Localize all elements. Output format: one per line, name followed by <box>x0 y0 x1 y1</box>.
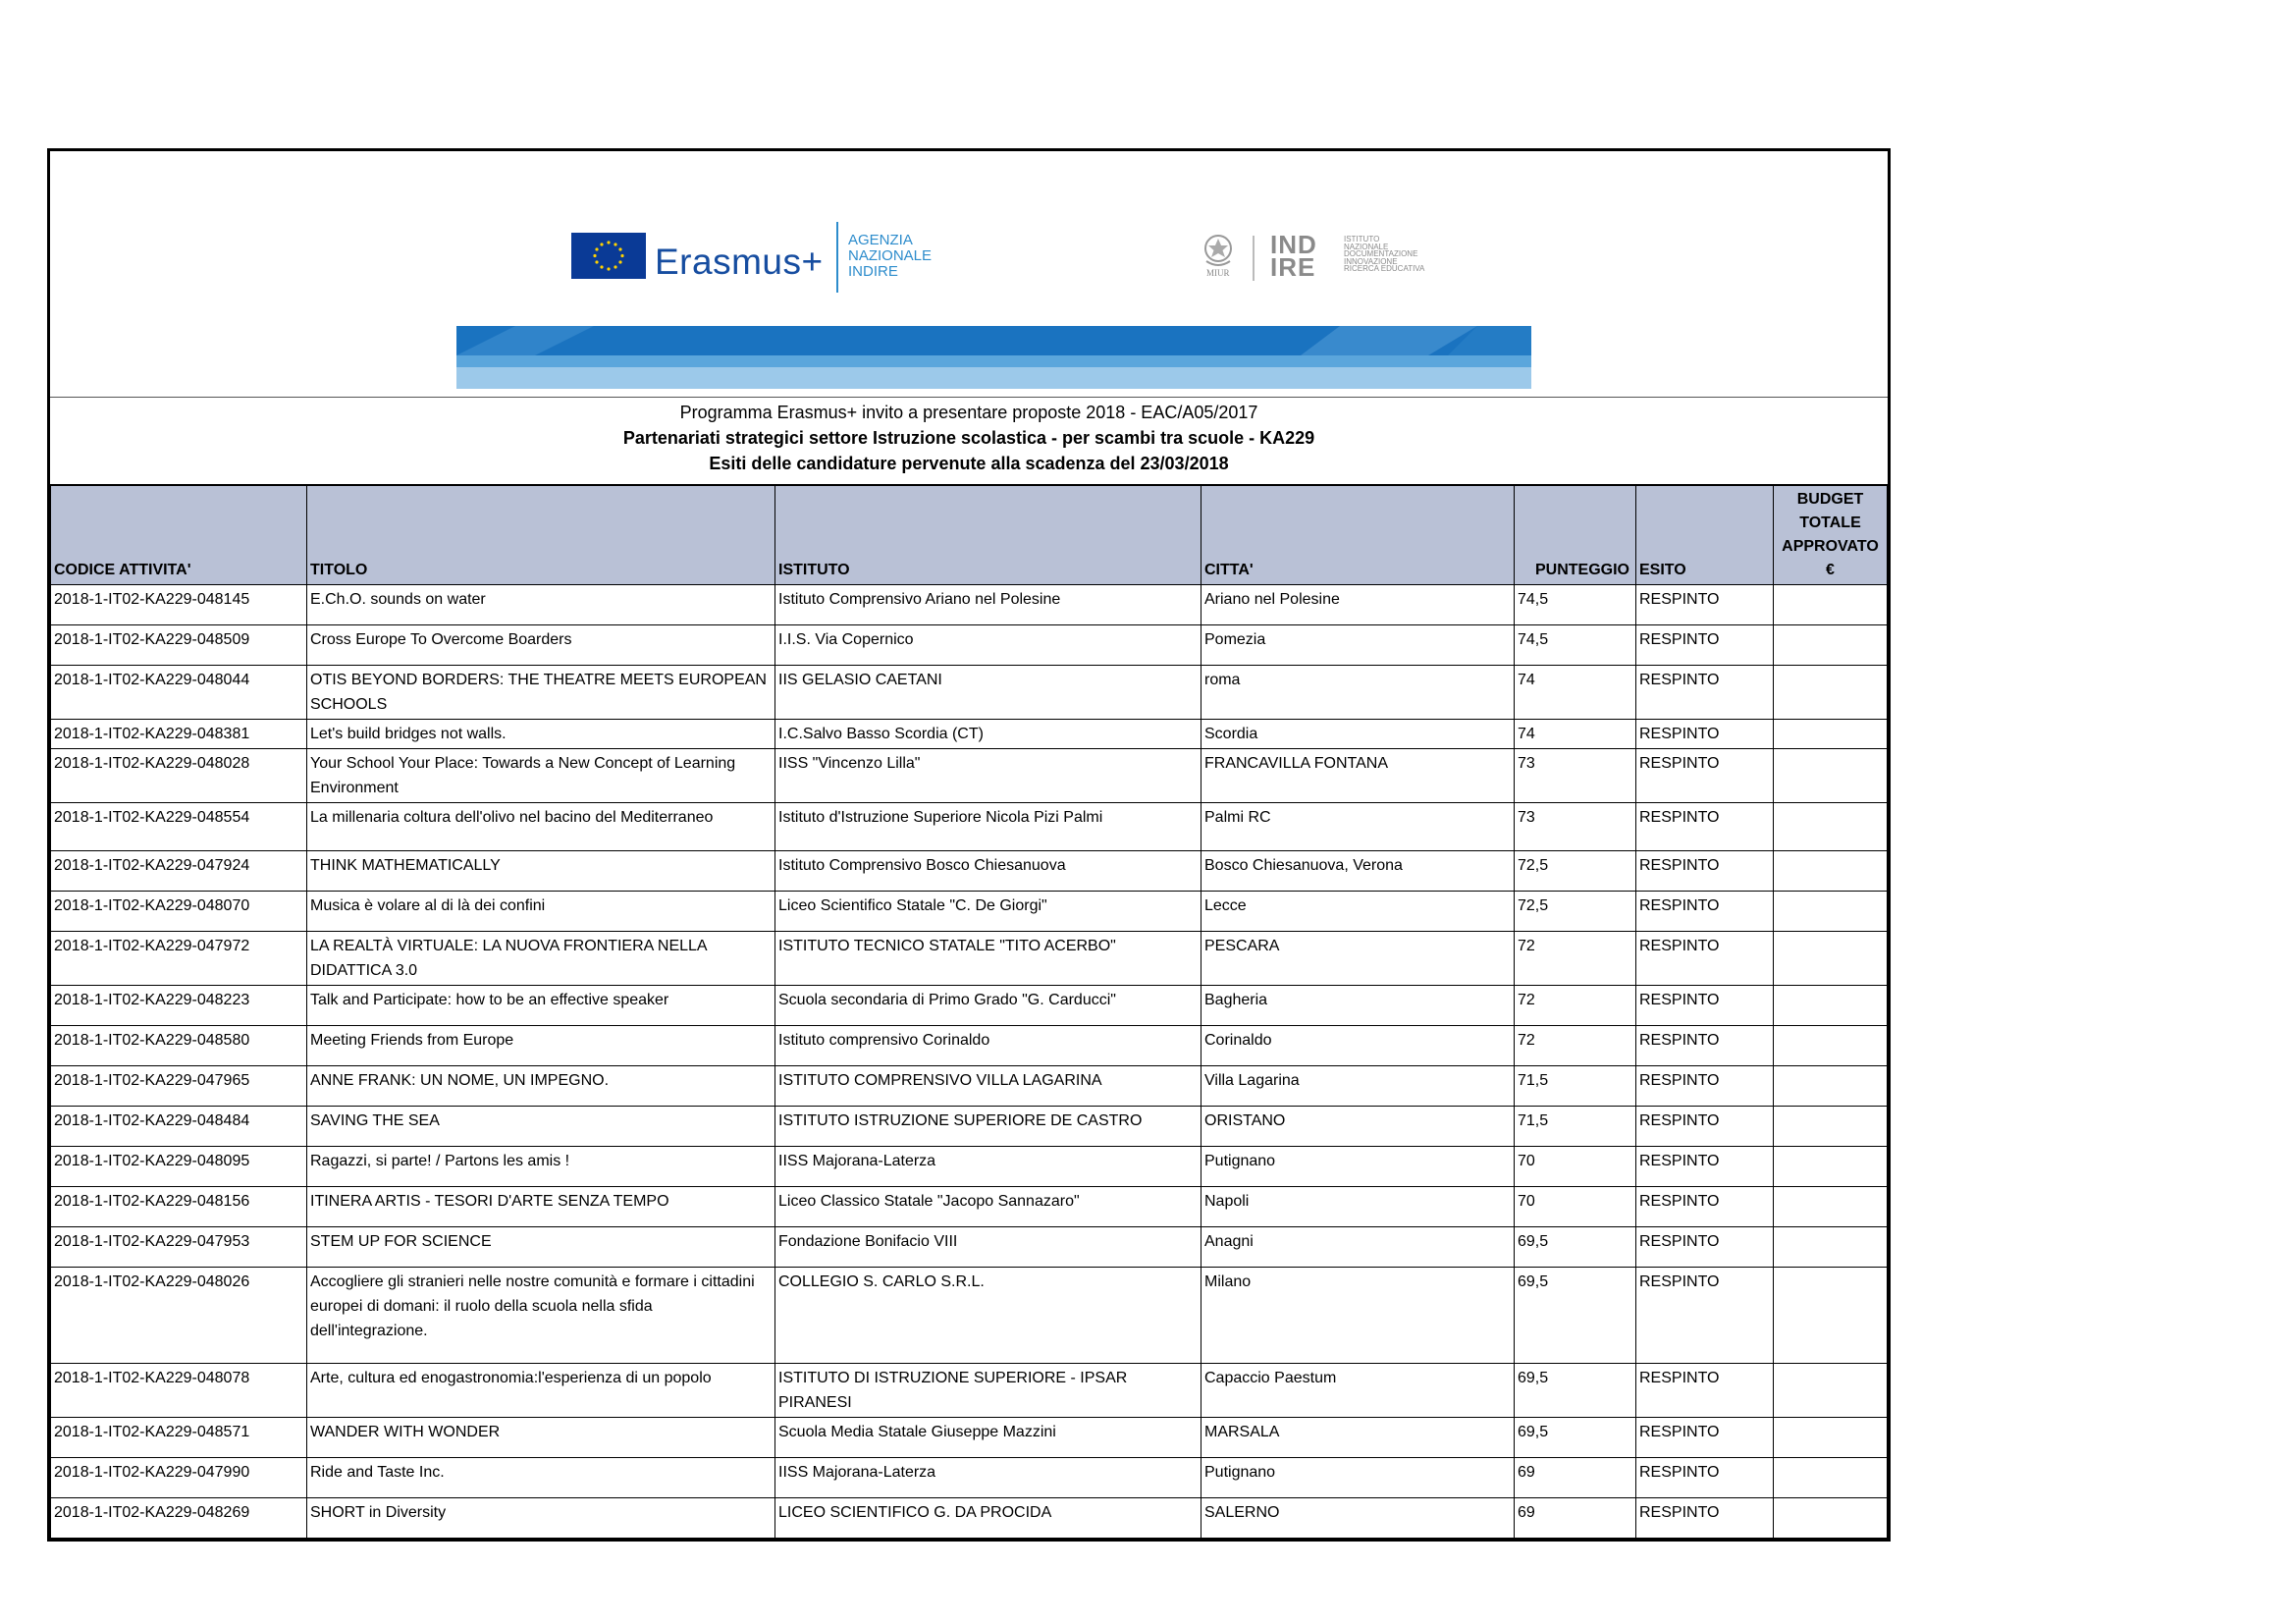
cell-citta: Bosco Chiesanuova, Verona <box>1201 851 1515 892</box>
table-row <box>51 1364 1888 1418</box>
cell-codice: 2018-1-IT02-KA229-048554 <box>51 803 307 851</box>
cell-citta: Palmi RC <box>1201 803 1515 851</box>
cell-istituto: I.C.Salvo Basso Scordia (CT) <box>775 720 1201 749</box>
indire-sub-line: ISTITUTO <box>1344 235 1380 244</box>
cell-codice: 2018-1-IT02-KA229-048044 <box>51 666 307 720</box>
cell-punteggio: 71,5 <box>1515 1066 1636 1107</box>
logo-divider <box>836 222 838 293</box>
cell-istituto: IISS Majorana-Laterza <box>775 1147 1201 1187</box>
cell-budget <box>1774 1418 1888 1458</box>
cell-citta: Napoli <box>1201 1187 1515 1227</box>
header-istituto: ISTITUTO <box>775 486 1201 585</box>
cell-punteggio: 72,5 <box>1515 851 1636 892</box>
cell-punteggio: 73 <box>1515 803 1636 851</box>
table-row <box>51 1066 1888 1107</box>
cell-istituto: Liceo Classico Statale "Jacopo Sannazaro" <box>775 1187 1201 1227</box>
indire-logo-line: IND <box>1270 230 1317 259</box>
cell-istituto: IIS GELASIO CAETANI <box>775 666 1201 720</box>
cell-punteggio: 70 <box>1515 1187 1636 1227</box>
cell-budget <box>1774 720 1888 749</box>
cell-punteggio: 69,5 <box>1515 1227 1636 1268</box>
cell-codice: 2018-1-IT02-KA229-048078 <box>51 1364 307 1418</box>
cell-budget <box>1774 1227 1888 1268</box>
cell-citta: Pomezia <box>1201 625 1515 666</box>
cell-esito: RESPINTO <box>1636 666 1774 720</box>
cell-esito: RESPINTO <box>1636 1227 1774 1268</box>
miur-label: MIUR <box>1206 268 1230 278</box>
cell-citta: Villa Lagarina <box>1201 1066 1515 1107</box>
cell-citta: Capaccio Paestum <box>1201 1364 1515 1418</box>
cell-istituto: ISTITUTO COMPRENSIVO VILLA LAGARINA <box>775 1066 1201 1107</box>
cell-titolo: LA REALTÀ VIRTUALE: LA NUOVA FRONTIERA NELLA DIDATTICA 3.0 <box>307 932 775 986</box>
header-titolo: TITOLO <box>307 486 775 585</box>
cell-titolo: Meeting Friends from Europe <box>307 1026 775 1066</box>
cell-titolo: THINK MATHEMATICALLY <box>307 851 775 892</box>
cell-codice: 2018-1-IT02-KA229-048028 <box>51 749 307 803</box>
cell-titolo: ANNE FRANK: UN NOME, UN IMPEGNO. <box>307 1066 775 1107</box>
cell-esito: RESPINTO <box>1636 986 1774 1026</box>
cell-esito: RESPINTO <box>1636 1026 1774 1066</box>
cell-istituto: COLLEGIO S. CARLO S.R.L. <box>775 1268 1201 1364</box>
table-row <box>51 625 1888 666</box>
cell-esito: RESPINTO <box>1636 1458 1774 1498</box>
eu-stars-icon <box>571 233 646 279</box>
cell-budget <box>1774 803 1888 851</box>
cell-codice: 2018-1-IT02-KA229-048571 <box>51 1418 307 1458</box>
cell-esito: RESPINTO <box>1636 932 1774 986</box>
cell-istituto: ISTITUTO DI ISTRUZIONE SUPERIORE - IPSAR PIRANESI <box>775 1364 1201 1418</box>
table-row <box>51 803 1888 851</box>
cell-titolo: La millenaria coltura dell'olivo nel bacino del Mediterraneo <box>307 803 775 851</box>
cell-titolo: Cross Europe To Overcome Boarders <box>307 625 775 666</box>
cell-istituto: Istituto d'Istruzione Superiore Nicola Pizi Palmi <box>775 803 1201 851</box>
header-row <box>51 486 1888 585</box>
table-row <box>51 851 1888 892</box>
cell-esito: RESPINTO <box>1636 1498 1774 1539</box>
header-citta: CITTA' <box>1201 486 1515 585</box>
cell-titolo: STEM UP FOR SCIENCE <box>307 1227 775 1268</box>
cell-budget <box>1774 892 1888 932</box>
cell-punteggio: 69 <box>1515 1498 1636 1539</box>
header-budget: BUDGET TOTALE APPROVATO € <box>1774 486 1888 585</box>
agency-line: INDIRE <box>848 263 898 280</box>
cell-codice: 2018-1-IT02-KA229-048095 <box>51 1147 307 1187</box>
cell-budget <box>1774 666 1888 720</box>
cell-titolo: Accogliere gli stranieri nelle nostre comunità e formare i cittadini europei di domani: il ruolo della scuola nella sfida dell'integrazione. <box>307 1268 775 1364</box>
cell-esito: RESPINTO <box>1636 1147 1774 1187</box>
cell-titolo: SAVING THE SEA <box>307 1107 775 1147</box>
indire-sub-line: NAZIONALE <box>1344 242 1389 251</box>
table-row <box>51 986 1888 1026</box>
cell-punteggio: 69 <box>1515 1458 1636 1498</box>
cell-citta: Corinaldo <box>1201 1026 1515 1066</box>
cell-codice: 2018-1-IT02-KA229-048484 <box>51 1107 307 1147</box>
header-punteggio: PUNTEGGIO <box>1515 486 1636 585</box>
cell-titolo: Arte, cultura ed enogastronomia:l'esperienza di un popolo <box>307 1364 775 1418</box>
decorative-blue-band <box>456 326 1531 389</box>
cell-codice: 2018-1-IT02-KA229-048026 <box>51 1268 307 1364</box>
cell-istituto: Istituto Comprensivo Ariano nel Polesine <box>775 585 1201 625</box>
cell-istituto: ISTITUTO TECNICO STATALE "TITO ACERBO" <box>775 932 1201 986</box>
cell-esito: RESPINTO <box>1636 585 1774 625</box>
cell-citta: Milano <box>1201 1268 1515 1364</box>
cell-punteggio: 69,5 <box>1515 1364 1636 1418</box>
table-row <box>51 1147 1888 1187</box>
cell-istituto: ISTITUTO ISTRUZIONE SUPERIORE DE CASTRO <box>775 1107 1201 1147</box>
table-row <box>51 1227 1888 1268</box>
cell-esito: RESPINTO <box>1636 1107 1774 1147</box>
cell-esito: RESPINTO <box>1636 1364 1774 1418</box>
cell-punteggio: 74 <box>1515 720 1636 749</box>
cell-budget <box>1774 1066 1888 1107</box>
cell-titolo: Talk and Participate: how to be an effective speaker <box>307 986 775 1026</box>
table-body <box>51 585 1888 1539</box>
cell-titolo: Musica è volare al di là dei confini <box>307 892 775 932</box>
indire-logo-line: IRE <box>1270 252 1316 282</box>
cell-citta: roma <box>1201 666 1515 720</box>
cell-budget <box>1774 1187 1888 1227</box>
cell-codice: 2018-1-IT02-KA229-047924 <box>51 851 307 892</box>
table-row <box>51 1026 1888 1066</box>
cell-titolo: Let's build bridges not walls. <box>307 720 775 749</box>
cell-titolo: E.Ch.O. sounds on water <box>307 585 775 625</box>
table-row <box>51 1498 1888 1539</box>
cell-citta: Anagni <box>1201 1227 1515 1268</box>
cell-citta: MARSALA <box>1201 1418 1515 1458</box>
cell-codice: 2018-1-IT02-KA229-048070 <box>51 892 307 932</box>
indire-logo <box>1270 230 1317 282</box>
cell-titolo: Ragazzi, si parte! / Partons les amis ! <box>307 1147 775 1187</box>
cell-punteggio: 69,5 <box>1515 1268 1636 1364</box>
cell-punteggio: 71,5 <box>1515 1107 1636 1147</box>
cell-citta: Ariano nel Polesine <box>1201 585 1515 625</box>
cell-budget <box>1774 1268 1888 1364</box>
cell-esito: RESPINTO <box>1636 851 1774 892</box>
agency-line: AGENZIA <box>848 232 913 248</box>
indire-subtitle <box>1344 236 1424 273</box>
cell-codice: 2018-1-IT02-KA229-048223 <box>51 986 307 1026</box>
cell-esito: RESPINTO <box>1636 892 1774 932</box>
cell-budget <box>1774 1498 1888 1539</box>
erasmus-logo-text: Erasmus+ <box>655 242 824 282</box>
agency-label <box>848 233 932 280</box>
cell-esito: RESPINTO <box>1636 720 1774 749</box>
cell-istituto: Scuola secondaria di Primo Grado "G. Carducci" <box>775 986 1201 1026</box>
cell-punteggio: 74 <box>1515 666 1636 720</box>
cell-codice: 2018-1-IT02-KA229-048381 <box>51 720 307 749</box>
table-row <box>51 1458 1888 1498</box>
cell-punteggio: 72 <box>1515 986 1636 1026</box>
results-table <box>50 485 1888 1539</box>
indire-sub-line: DOCUMENTAZIONE <box>1344 249 1418 258</box>
table-row <box>51 1418 1888 1458</box>
cell-istituto: Scuola Media Statale Giuseppe Mazzini <box>775 1418 1201 1458</box>
cell-punteggio: 74,5 <box>1515 585 1636 625</box>
cell-codice: 2018-1-IT02-KA229-048580 <box>51 1026 307 1066</box>
table-row <box>51 585 1888 625</box>
cell-codice: 2018-1-IT02-KA229-047972 <box>51 932 307 986</box>
cell-budget <box>1774 1458 1888 1498</box>
cell-titolo: ITINERA ARTIS - TESORI D'ARTE SENZA TEMPO <box>307 1187 775 1227</box>
agency-line: NAZIONALE <box>848 247 933 264</box>
cell-istituto: IISS "Vincenzo Lilla" <box>775 749 1201 803</box>
cell-budget <box>1774 932 1888 986</box>
cell-esito: RESPINTO <box>1636 1418 1774 1458</box>
programme-title: Programma Erasmus+ invito a presentare proposte 2018 - EAC/A05/2017 <box>679 403 1258 422</box>
cell-punteggio: 74,5 <box>1515 625 1636 666</box>
table-row <box>51 1187 1888 1227</box>
cell-citta: Scordia <box>1201 720 1515 749</box>
header-esito: ESITO <box>1636 486 1774 585</box>
cell-citta: ORISTANO <box>1201 1107 1515 1147</box>
eu-flag-icon <box>571 233 646 279</box>
cell-citta: FRANCAVILLA FONTANA <box>1201 749 1515 803</box>
cell-codice: 2018-1-IT02-KA229-048509 <box>51 625 307 666</box>
cell-punteggio: 72 <box>1515 932 1636 986</box>
cell-citta: SALERNO <box>1201 1498 1515 1539</box>
cell-budget <box>1774 1147 1888 1187</box>
table-row <box>51 1268 1888 1364</box>
cell-codice: 2018-1-IT02-KA229-047965 <box>51 1066 307 1107</box>
table-row <box>51 1107 1888 1147</box>
cell-budget <box>1774 1107 1888 1147</box>
cell-citta: Putignano <box>1201 1147 1515 1187</box>
cell-esito: RESPINTO <box>1636 1187 1774 1227</box>
cell-titolo: WANDER WITH WONDER <box>307 1418 775 1458</box>
cell-codice: 2018-1-IT02-KA229-048145 <box>51 585 307 625</box>
cell-istituto: Fondazione Bonifacio VIII <box>775 1227 1201 1268</box>
indire-sub-line: INNOVAZIONE <box>1344 256 1398 266</box>
logo-divider <box>1253 236 1255 281</box>
cell-citta: Putignano <box>1201 1458 1515 1498</box>
cell-istituto: LICEO SCIENTIFICO G. DA PROCIDA <box>775 1498 1201 1539</box>
cell-titolo: Ride and Taste Inc. <box>307 1458 775 1498</box>
cell-budget <box>1774 1026 1888 1066</box>
cell-istituto: Istituto comprensivo Corinaldo <box>775 1026 1201 1066</box>
cell-istituto: IISS Majorana-Laterza <box>775 1458 1201 1498</box>
cell-istituto: I.I.S. Via Copernico <box>775 625 1201 666</box>
cell-citta: Lecce <box>1201 892 1515 932</box>
cell-titolo: SHORT in Diversity <box>307 1498 775 1539</box>
table-row <box>51 666 1888 720</box>
cell-punteggio: 73 <box>1515 749 1636 803</box>
cell-esito: RESPINTO <box>1636 749 1774 803</box>
cell-esito: RESPINTO <box>1636 1066 1774 1107</box>
cell-budget <box>1774 585 1888 625</box>
results-sheet <box>47 148 1891 1542</box>
cell-budget <box>1774 749 1888 803</box>
header-banner <box>50 151 1888 398</box>
cell-punteggio: 72,5 <box>1515 892 1636 932</box>
cell-punteggio: 72 <box>1515 1026 1636 1066</box>
cell-esito: RESPINTO <box>1636 803 1774 851</box>
cell-budget <box>1774 625 1888 666</box>
indire-sub-line: RICERCA EDUCATIVA <box>1344 264 1425 273</box>
table-row <box>51 749 1888 803</box>
cell-codice: 2018-1-IT02-KA229-047990 <box>51 1458 307 1498</box>
cell-istituto: Liceo Scientifico Statale "C. De Giorgi" <box>775 892 1201 932</box>
results-title: Esiti delle candidature pervenute alla scadenza del 23/03/2018 <box>709 454 1229 473</box>
table-row <box>51 720 1888 749</box>
action-title: Partenariati strategici settore Istruzione scolastica - per scambi tra scuole - KA229 <box>622 428 1315 448</box>
cell-citta: PESCARA <box>1201 932 1515 986</box>
cell-codice: 2018-1-IT02-KA229-047953 <box>51 1227 307 1268</box>
cell-budget <box>1774 1364 1888 1418</box>
cell-codice: 2018-1-IT02-KA229-048156 <box>51 1187 307 1227</box>
header-codice: CODICE ATTIVITA' <box>51 486 307 585</box>
cell-esito: RESPINTO <box>1636 625 1774 666</box>
cell-istituto: Istituto Comprensivo Bosco Chiesanuova <box>775 851 1201 892</box>
table-row <box>51 892 1888 932</box>
cell-punteggio: 69,5 <box>1515 1418 1636 1458</box>
table-row <box>51 932 1888 986</box>
cell-codice: 2018-1-IT02-KA229-048269 <box>51 1498 307 1539</box>
cell-titolo: Your School Your Place: Towards a New Concept of Learning Environment <box>307 749 775 803</box>
cell-budget <box>1774 986 1888 1026</box>
cell-citta: Bagheria <box>1201 986 1515 1026</box>
cell-punteggio: 70 <box>1515 1147 1636 1187</box>
cell-budget <box>1774 851 1888 892</box>
document-titles <box>50 398 1888 485</box>
cell-esito: RESPINTO <box>1636 1268 1774 1364</box>
cell-titolo: OTIS BEYOND BORDERS: THE THEATRE MEETS EUROPEAN SCHOOLS <box>307 666 775 720</box>
